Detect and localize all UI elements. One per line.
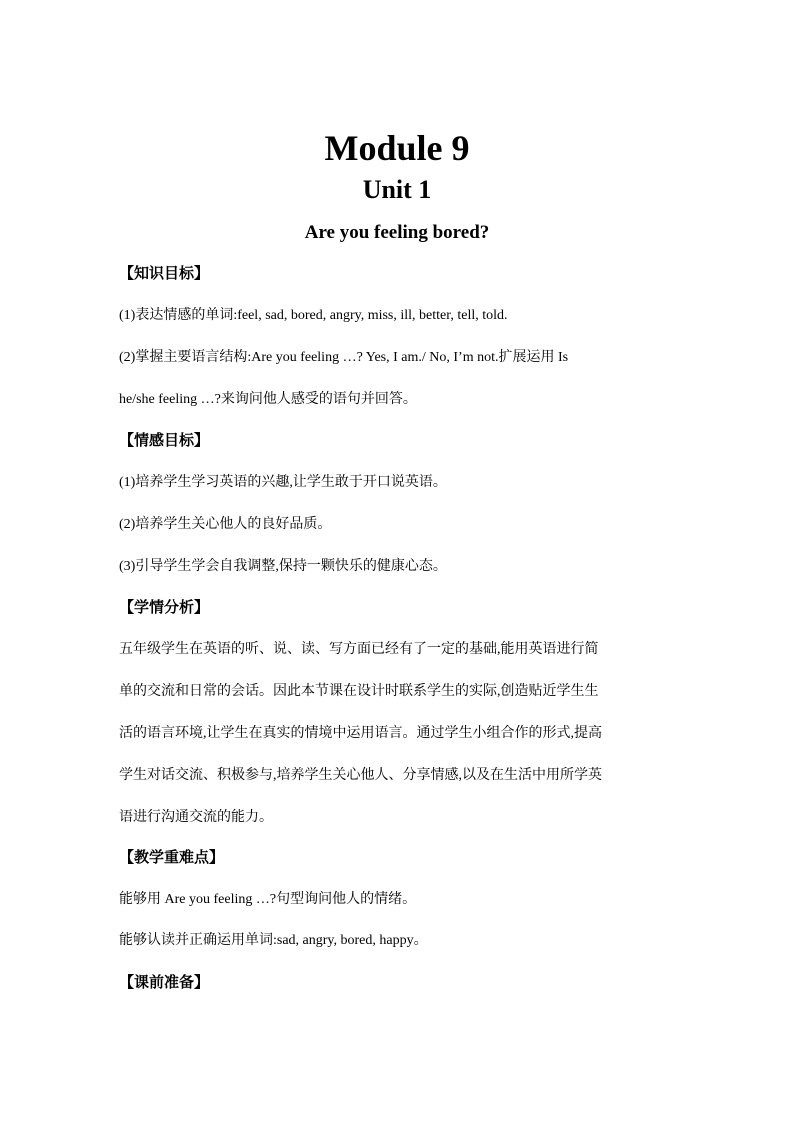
- emotion-item: (2)培养学生关心他人的良好品质。: [119, 517, 332, 532]
- knowledge-heading: 【知识目标】: [119, 266, 210, 282]
- key-points-item: 能够认读并正确运用单词:sad, angry, bored, happy。: [119, 933, 428, 948]
- emotion-heading: 【情感目标】: [119, 433, 210, 449]
- analysis-line: 学生对话交流、积极参与,培养学生关心他人、分享情感,以及在生活中用所学英: [119, 768, 602, 783]
- module-title: Module 9: [324, 128, 470, 168]
- emotion-item: (3)引导学生学会自我调整,保持一颗快乐的健康心态。: [119, 559, 447, 574]
- emotion-item: (1)培养学生学习英语的兴趣,让学生敢于开口说英语。: [119, 475, 447, 490]
- analysis-line: 单的交流和日常的会话。因此本节课在设计时联系学生的实际,创造贴近学生生: [119, 684, 599, 699]
- key-points-item: 能够用 Are you feeling …?句型询问他人的情绪。: [119, 892, 417, 907]
- analysis-line: 五年级学生在英语的听、说、读、写方面已经有了一定的基础,能用英语进行简: [119, 642, 599, 657]
- lesson-title: Are you feeling bored?: [304, 222, 490, 243]
- analysis-line: 活的语言环境,让学生在真实的情境中运用语言。通过学生小组合作的形式,提高: [119, 726, 602, 741]
- preparation-heading: 【课前准备】: [119, 975, 210, 991]
- analysis-heading: 【学情分析】: [119, 600, 210, 616]
- unit-title: Unit 1: [362, 175, 432, 204]
- knowledge-item: (2)掌握主要语言结构:Are you feeling …? Yes, I am./ No, I’m not.扩展运用 Is: [119, 350, 569, 365]
- knowledge-item: he/she feeling …?来询问他人感受的语句并回答。: [119, 392, 417, 407]
- knowledge-item: (1)表达情感的单词:feel, sad, bored, angry, miss, ill, better, tell, told.: [119, 308, 508, 323]
- analysis-line: 语进行沟通交流的能力。: [119, 810, 273, 825]
- key-points-heading: 【教学重难点】: [119, 850, 225, 866]
